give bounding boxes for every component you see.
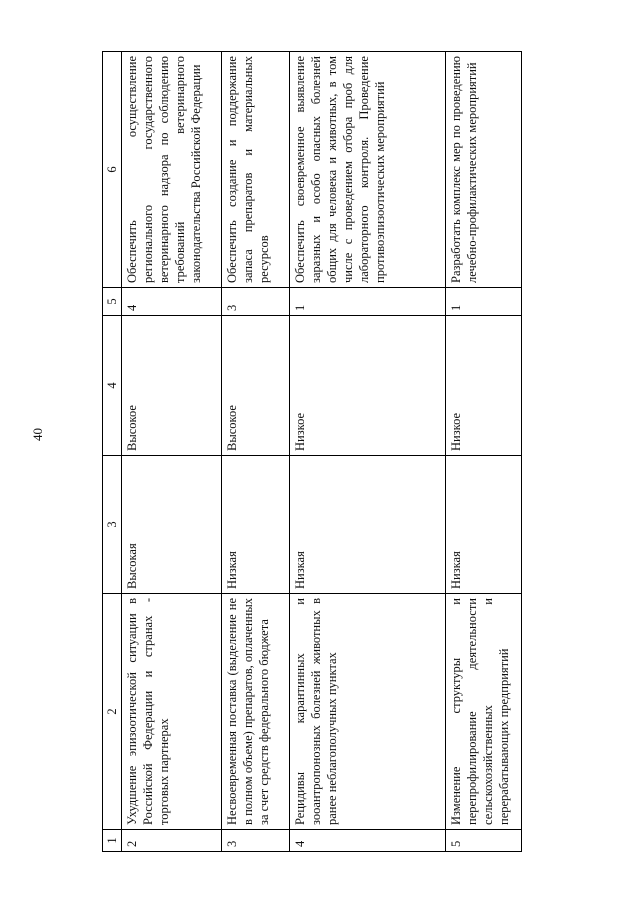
risk-probability: Низкая: [290, 456, 446, 594]
table-row: [290, 52, 446, 852]
risk-measures: Обеспечить осуществление регионального государственного ветеринарного надзора по соблюдению требований ветеринарного законодательства Российской Федерации: [122, 52, 222, 288]
header-col-5: 5: [103, 288, 122, 316]
risk-rank: 1: [290, 288, 446, 316]
table-row: [446, 52, 522, 852]
page-number: 40: [30, 428, 45, 441]
table-row: [122, 52, 222, 852]
rotated-table-container: [102, 52, 522, 852]
risk-description: Ухудшение эпизоотической ситуации в Российской Федерации и странах - торговых партнерах: [122, 594, 222, 830]
header-col-2: 2: [103, 594, 122, 830]
risk-rank: 4: [122, 288, 222, 316]
risk-measures: Обеспечить своевременное выявление заразных и особо опасных болезней общих для человека и животных, в том числе с проведением отбора проб для лабораторного контроля. Проведение противоэпизоотических мероприятий: [290, 52, 446, 288]
risk-description: Рецидивы карантинных и зооантропонозных болезней животных в ранее неблагополучных пунктах: [290, 594, 446, 830]
risk-description: Изменение структуры и перепрофилирование деятельности сельскохозяйственных и перерабатывающих предприятий: [446, 594, 522, 830]
header-col-6: 6: [103, 52, 122, 288]
table-row: [222, 52, 290, 852]
risk-impact: Низкое: [290, 316, 446, 456]
risk-impact: Низкое: [446, 316, 522, 456]
risk-probability: Низкая: [222, 456, 290, 594]
risk-impact: Высокое: [222, 316, 290, 456]
risk-rank: 1: [446, 288, 522, 316]
row-number: 3: [222, 830, 290, 852]
header-col-4: 4: [103, 316, 122, 456]
row-number: 2: [122, 830, 222, 852]
risk-table: [102, 51, 522, 852]
risk-probability: Высокая: [122, 456, 222, 594]
risk-description: Несвоевременная поставка (выделение не в полном объеме) препаратов, оплаченных за счет средств федерального бюджета: [222, 594, 290, 830]
risk-measures: Разработать комплекс мер по проведению лечебно-профилактических мероприятий: [446, 52, 522, 288]
risk-rank: 3: [222, 288, 290, 316]
row-number: 4: [290, 830, 446, 852]
header-col-3: 3: [103, 456, 122, 594]
header-row: [103, 52, 122, 852]
row-number: 5: [446, 830, 522, 852]
risk-impact: Высокое: [122, 316, 222, 456]
header-col-1: 1: [103, 830, 122, 852]
risk-measures: Обеспечить создание и поддержание запаса препаратов и материальных ресурсов: [222, 52, 290, 288]
risk-probability: Низкая: [446, 456, 522, 594]
